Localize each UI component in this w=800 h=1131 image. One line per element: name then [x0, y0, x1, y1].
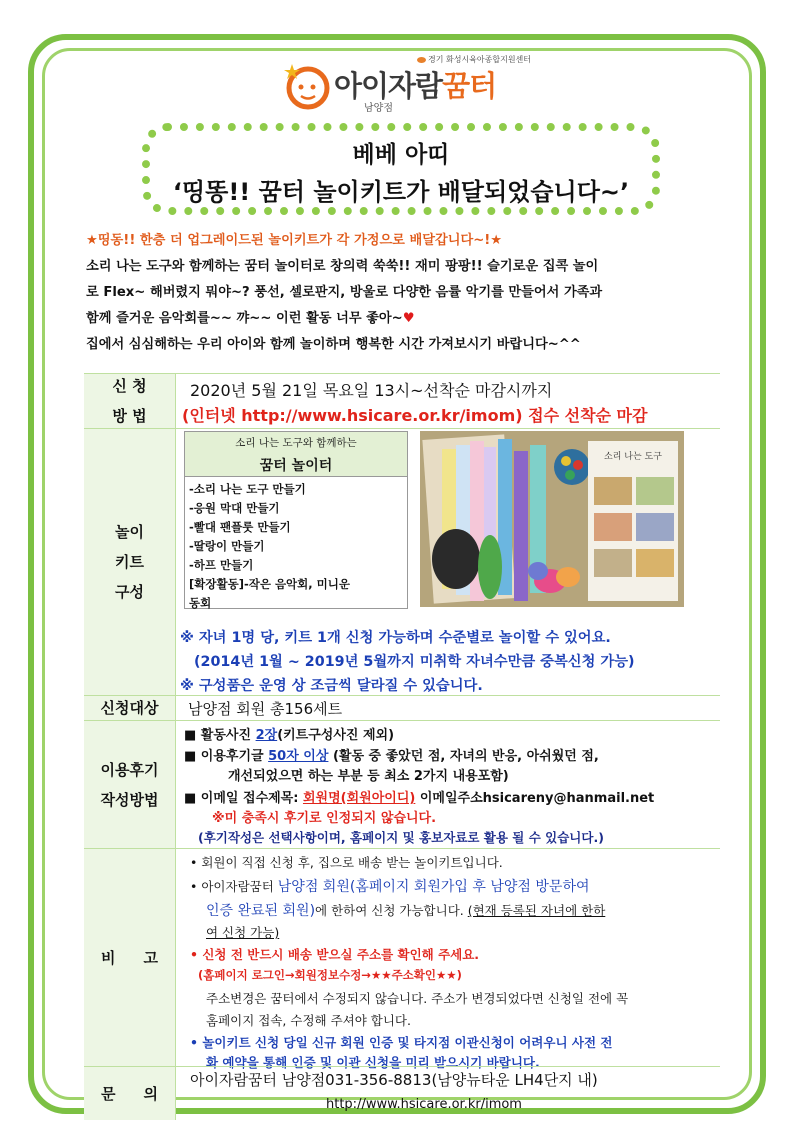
row-kit: [84, 428, 720, 695]
label-apply: 신 청 방 법: [84, 374, 176, 428]
kit-item: [확장활동]-작은 음악회, 미니운: [189, 577, 350, 591]
remark2-cont: 인증 완료된 회원)에 한하여 신청 가능합니다. (현재 등록된 자녀에 한하: [206, 903, 606, 919]
kit-item: -딸랑이 만들기: [189, 539, 265, 553]
row-contact: [84, 1066, 720, 1120]
kit-item: -하프 만들기: [189, 558, 254, 572]
row-target: [84, 695, 720, 720]
kit-photo: [420, 431, 684, 607]
remark1: • 회원이 직접 신청 후, 집으로 배송 받는 놀이키트입니다.: [190, 855, 503, 870]
kit-item: -빨대 팬플룻 만들기: [189, 520, 291, 534]
remark5: • 놀이키트 신청 당일 신규 회원 인증 및 타지점 이관신청이 어려우니 사전 전: [190, 1035, 613, 1050]
remark4-cont: 홈페이지 접속, 수정해 주셔야 합니다.: [206, 1013, 411, 1028]
row-review: [84, 720, 720, 848]
review-item2: ■ 이용후기글 50자 이상 (활동 중 좋았던 점, 자녀의 반응, 아쉬웠던 점,: [184, 749, 599, 764]
remark2: • 아이자람꿈터 남양점 회원(홈페이지 회원가입 후 남양점 방문하여: [190, 879, 590, 895]
intro-line1: 소리 나는 도구와 함께하는 꿈터 놀이터로 창의력 쑥쑥!! 재미 팡팡!! 슬기로운 집콕 놀이: [86, 259, 599, 274]
org-mark-icon: [417, 57, 426, 63]
target-text: 남양점 회원 총156세트: [188, 700, 343, 718]
title-line2: ‘띵똥!! 꿈터 놀이키트가 배달되었습니다~’: [172, 178, 630, 206]
review-item1: ■ 활동사진 2장(키트구성사진 제외): [184, 728, 395, 743]
review-warning: ※미 충족시 후기로 인정되지 않습니다.: [212, 811, 437, 826]
review-content: [176, 721, 720, 848]
kit-item: -소리 나는 도구 만들기: [189, 482, 306, 496]
contact-phone: 아이자람꿈터 남양점031-356-8813(남양뉴타운 LH4단지 내): [190, 1071, 598, 1089]
kit-card-header: [185, 432, 407, 477]
apply-method[interactable]: (인터넷 http://www.hsicare.or.kr/imom) 접수 선착순 마감: [182, 406, 648, 425]
label-review: 이용후기 작성방법: [84, 721, 176, 848]
kit-note2: (2014년 1월 ~ 2019년 5월까지 미취학 자녀수만큼 중복신청 가능): [194, 654, 635, 670]
remarks-content: [176, 849, 720, 1070]
remark3-sub: (홈페이지 로그인→회원정보수정→★★주소확인★★): [198, 968, 462, 982]
heart-icon: ♥: [402, 311, 415, 326]
kit-card: [184, 431, 408, 609]
intro-line2: 로 Flex~ 해버렸지 뭐야~? 풍선, 셀로판지, 방울로 다양한 음률 악기를 만들어서 가족과: [86, 285, 603, 300]
kit-note1: ※ 자녀 1명 당, 키트 1개 신청 가능하며 수준별로 놀이할 수 있어요.: [180, 630, 611, 646]
kit-item: -응원 막대 만들기: [189, 501, 280, 515]
kit-item-list: [185, 477, 407, 616]
contact-url[interactable]: http://www.hsicare.or.kr/imom: [326, 1097, 522, 1112]
row-remarks: [84, 848, 720, 1070]
remark4: 주소변경은 꿈터에서 수정되지 않습니다. 주소가 변경되었다면 신청일 전에 꼭: [206, 991, 629, 1006]
review-item3: ■ 이메일 접수제목: 회원명(회원아이디) 이메일주소hsicareny@hanmail.net: [184, 791, 655, 806]
review-item2-cont: 개선되었으면 하는 부분 등 최소 2가지 내용포함): [228, 769, 509, 784]
label-contact: 문 의: [84, 1067, 176, 1120]
review-note: (후기작성은 선택사항이며, 홈페이지 및 홍보자료로 활용 될 수 있습니다.): [198, 830, 604, 845]
label-remarks: 비 고: [84, 849, 176, 1066]
logo-org: 경기 화성시육아종합지원센터: [417, 54, 531, 65]
contact-content: [176, 1067, 720, 1120]
remark5-cont: 화 예약을 통해 인증 및 이관 신청을 미리 받으시기 바랍니다.: [206, 1055, 540, 1070]
kit-note3: ※ 구성품은 운영 상 조금씩 달라질 수 있습니다.: [180, 678, 483, 694]
label-target: 신청대상: [84, 696, 176, 720]
kit-card-sub: 소리 나는 도구와 함께하는: [235, 437, 357, 449]
intro-text: [86, 228, 726, 358]
remark2-end: 여 신청 가능): [206, 925, 280, 940]
label-kit: 놀이 키트 구성: [84, 429, 176, 695]
child-face-icon: [282, 60, 332, 110]
kit-item: 동회: [189, 596, 212, 610]
kit-content: [176, 429, 720, 695]
row-apply: [84, 373, 720, 428]
remark3: • 신청 전 반드시 배송 받으실 주소를 확인해 주세요.: [190, 947, 480, 962]
kit-photo-illustration: [420, 431, 684, 607]
apply-date: 2020년 5월 21일 목요일 13시~선착순 마감시까지: [190, 381, 553, 400]
title-line1: 베베 아띠: [352, 142, 450, 168]
apply-content: [176, 374, 720, 428]
intro-highlight: ★띵동!! 한층 더 업그레이드된 놀이키트가 각 가정으로 배달갑니다~!★: [86, 233, 503, 248]
logo-branch: 남양점: [364, 103, 393, 114]
kit-card-name: 꿈터 놀이터: [259, 458, 333, 474]
intro-line4: 집에서 심심해하는 우리 아이와 함께 놀이하며 행복한 시간 가져보시기 바랍니다~^^: [86, 337, 581, 352]
svg-text:소리 나는 도구: 소리 나는 도구: [604, 452, 662, 462]
logo: [282, 52, 542, 114]
logo-name: 아이자람꿈터: [334, 69, 497, 103]
intro-line3: 함께 즐거운 음악회를~~ 꺄~~ 이런 활동 너무 좋아~♥: [86, 311, 415, 326]
